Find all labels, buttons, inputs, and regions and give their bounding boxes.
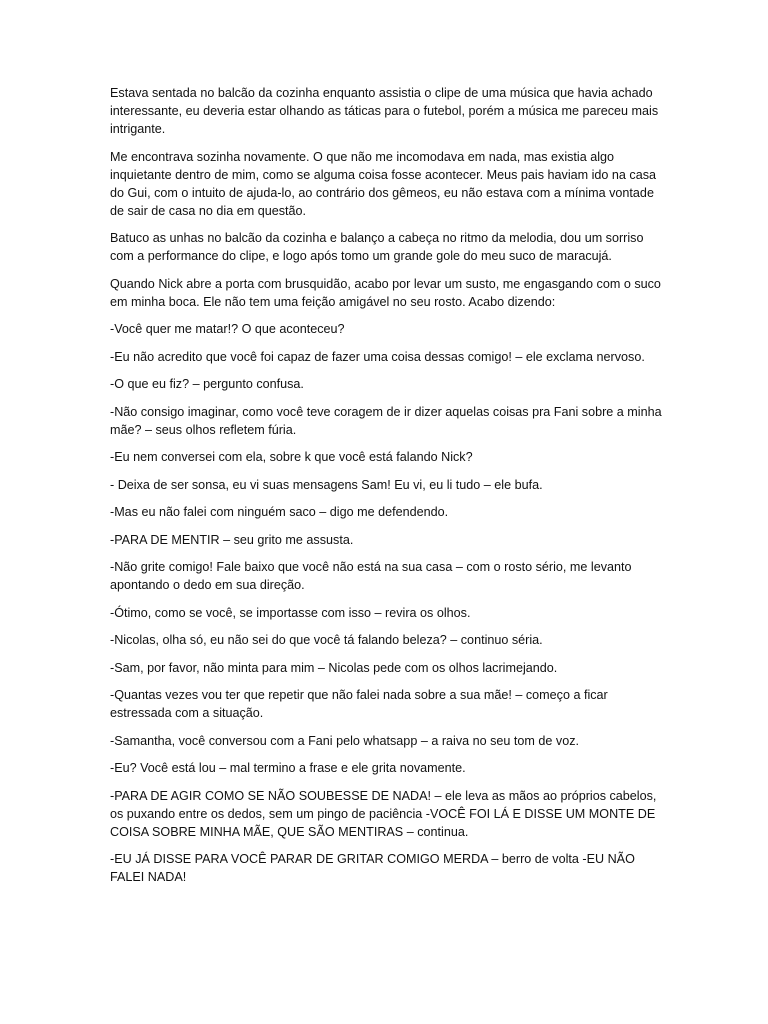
paragraph: -Samantha, você conversou com a Fani pelo whatsapp – a raiva no seu tom de voz. xyxy=(110,733,580,748)
paragraph: -EU JÁ DISSE PARA VOCÊ PARAR DE GRITAR COMIGO MERDA – berro de volta -EU NÃO FALEI NADA! xyxy=(110,852,635,884)
paragraph: -PARA DE AGIR COMO SE NÃO SOUBESSE DE NADA! – ele leva as mãos ao próprios cabelos, os puxando entre os dedos, sem um pingo de paciência -VOCÊ FOI LÁ E DISSE UM MONTE DE COISA SOBRE MINHA MÃE, QUE SÃO MENTIRAS – continua. xyxy=(110,788,657,839)
paragraph: Me encontrava sozinha novamente. O que não me incomodava em nada, mas existia algo inquietante dentro de mim, como se alguma coisa fosse acontecer. Meus pais haviam ido na casa do Gui, com o intuito de ajuda-lo, ao contrário dos gêmeos, eu não estava com a mínima vontade de sair de casa no dia em questão. xyxy=(110,149,657,218)
paragraph: -Eu nem conversei com ela, sobre k que você está falando Nick? xyxy=(110,450,473,464)
paragraph: -Ótimo, como se você, se importasse com isso – revira os olhos. xyxy=(110,605,471,620)
paragraph: -PARA DE MENTIR – seu grito me assusta. xyxy=(110,532,354,547)
paragraph: -Não grite comigo! Fale baixo que você não está na sua casa – com o rosto sério, me levanto apontando o dedo em sua direção. xyxy=(110,560,632,592)
paragraph: -Não consigo imaginar, como você teve coragem de ir dizer aquelas coisas pra Fani sobre a minha mãe? – seus olhos refletem fúria. xyxy=(110,404,662,437)
paragraph: Batuco as unhas no balcão da cozinha e balanço a cabeça no ritmo da melodia, dou um sorriso com a performance do clipe, e logo após tomo um grande gole do meu suco de maracujá. xyxy=(110,231,644,263)
document-page xyxy=(110,84,666,896)
paragraph: Estava sentada no balcão da cozinha enquanto assistia o clipe de uma música que havia achado interessante, eu deveria estar olhando as táticas para o futebol, porém a música me pareceu mais intrigante. xyxy=(110,86,659,136)
paragraph: -Você quer me matar!? O que aconteceu? xyxy=(110,322,345,336)
paragraph: -Sam, por favor, não minta para mim – Nicolas pede com os olhos lacrimejando. xyxy=(110,660,558,675)
paragraph: -O que eu fiz? – pergunto confusa. xyxy=(110,377,304,391)
paragraph: -Eu? Você está lou – mal termino a frase e ele grita novamente. xyxy=(110,761,466,775)
paragraph: -Nicolas, olha só, eu não sei do que você tá falando beleza? – continuo séria. xyxy=(110,633,543,647)
paragraph: Quando Nick abre a porta com brusquidão, acabo por levar um susto, me engasgando com o suco em minha boca. Ele não tem uma feição amigável no seu rosto. Acabo dizendo: xyxy=(110,276,661,309)
paragraph: -Quantas vezes vou ter que repetir que não falei nada sobre a sua mãe! – começo a ficar estressada com a situação. xyxy=(110,688,608,720)
paragraph: - Deixa de ser sonsa, eu vi suas mensagens Sam! Eu vi, eu li tudo – ele bufa. xyxy=(110,477,543,492)
paragraph: -Mas eu não falei com ninguém saco – digo me defendendo. xyxy=(110,505,449,519)
paragraph: -Eu não acredito que você foi capaz de fazer uma coisa dessas comigo! – ele exclama nervoso. xyxy=(110,349,645,364)
